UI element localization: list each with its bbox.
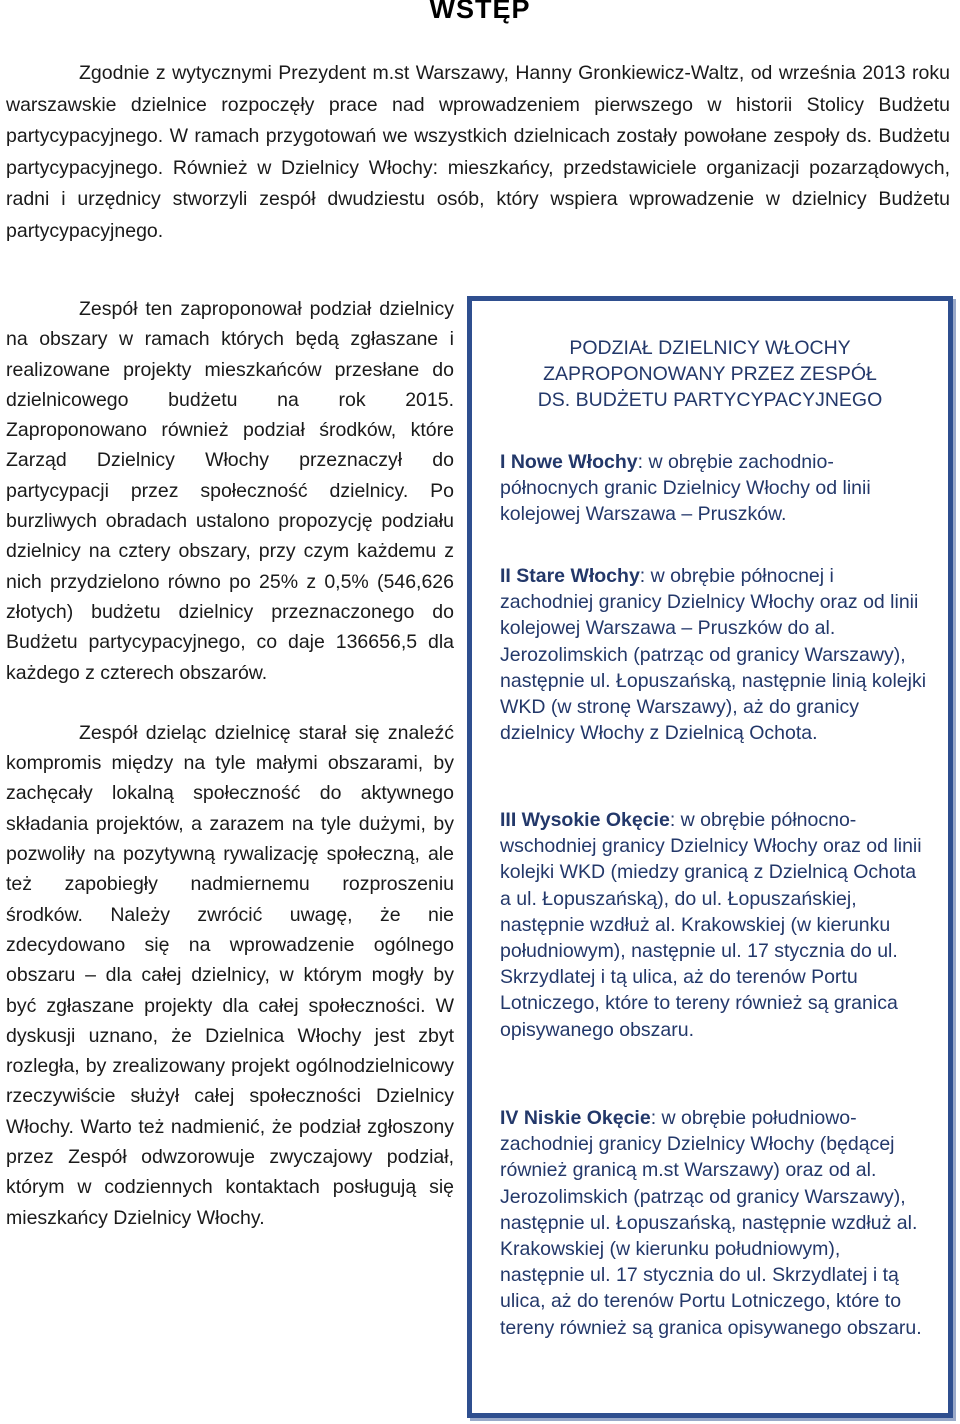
area-name: III Wysokie Okęcie — [500, 809, 670, 831]
area-description: : w obrębie zachodnio-północnych granic Dzielnicy Włochy od linii kolejowej Warszawa – Pruszków. — [500, 451, 871, 526]
box-title-line: PODZIAŁ DZIELNICY WŁOCHY — [569, 337, 851, 359]
area-section-niskie-okecie — [500, 1105, 930, 1341]
area-description: : w obrębie północno-wschodniej granicy Dzielnicy Włochy oraz od linii kolejki WKD (miedzy granicą z Dzielnicą Ochota a ul. Łopuszańską), do ul. Łopuszańskiej, następnie wzdłuż al. Krakowskiej (w kierunku południowym), następnie ul. 17 stycznia do ul. Skrzydlatej i tą ulica, aż do terenów Portu Lotniczego, które to tereny również są granica opisywanego obszaru. — [500, 809, 922, 1041]
area-name: IV Niskie Okęcie — [500, 1107, 651, 1129]
box-title-line: ZAPROPONOWANY PRZEZ ZESPÓŁ — [543, 363, 877, 385]
intro-paragraph: Zgodnie z wytycznymi Prezydent m.st Warszawy, Hanny Gronkiewicz-Waltz, od września 2013 roku warszawskie dzielnice rozpoczęły prace nad wprowadzeniem pierwszego w historii Stolicy Budżetu partycypacyjnego. W ramach przygotowań we wszystkich dzielnicach zostały powołane zespoły ds. Budżetu partycypacyjnego. Również w Dzielnicy Włochy: mieszkańcy, przedstawiciele organizacji pozarządowych, radni i urzędnicy stworzyli zespół dwudziestu osób, który wspiera wprowadzenie w dzielnicy Budżetu partycypacyjnego. — [6, 62, 950, 242]
box-title-line: DS. BUDŻETU PARTYCYPACYJNEGO — [537, 389, 883, 411]
area-section-stare-wlochy — [500, 563, 930, 746]
body-paragraph: Zespół ten zaproponował podział dzielnicy na obszary w ramach których będą zgłaszane i realizowane projekty mieszkańców przesłane do dzielnicowego budżetu na rok 2015. Zaproponowano również podział środków, które Zarząd Dzielnicy Włochy przeznaczył do partycypacji przez społeczność dzielnicy. Po burzliwych obradach ustalono propozycję podziału dzielnicy na cztery obszary, przy czym każdemu z nich przydzielono równo po 25% z 0,5% (546,626 złotych) budżetu dzielnicy przeznaczonego do Budżetu partycypacyjnego, co daje 136656,5 dla każdego z czterech obszarów. — [6, 298, 454, 684]
left-column — [6, 294, 454, 1233]
area-description: : w obrębie północnej i zachodniej granicy Dzielnicy Włochy oraz od linii kolejowej Warszawa – Pruszków do al. Jerozolimskich (patrząc od granicy Warszawy), następnie ul. Łopuszańską, następnie linią kolejki WKD (w stronę Warszawy), aż do granicy dzielnicy Włochy z Dzielnicą Ochota. — [500, 565, 927, 745]
area-section-nowe-wlochy — [500, 449, 930, 528]
district-division-box — [467, 296, 953, 1418]
page-title: WSTĘP — [429, 0, 531, 24]
area-name: I Nowe Włochy — [500, 451, 638, 473]
area-name: II Stare Włochy — [500, 565, 640, 587]
area-description: : w obrębie południowo-zachodniej granicy Dzielnicy Włochy (będącej również granicą m.st Warszawy) oraz od al. Jerozolimskich (patrząc od granicy Warszawy), następnie ul. Łopuszańską, następnie wzdłuż al. Krakowskiej (w kierunku południowym), następnie ul. 17 stycznia do ul. Skrzydlatej i tą ulica, aż do terenów Portu Lotniczego, które to tereny również są granica opisywanego obszaru. — [500, 1107, 922, 1339]
box-title — [472, 335, 948, 413]
body-paragraph: Zespół dzieląc dzielnicę starał się znaleźć kompromis między na tyle małymi obszarami, by zachęcały lokalną społeczność do aktywnego składania projektów, a zarazem na tyle dużymi, by pozwoliły na pozytywną rywalizację społeczną, ale też zapobiegły nadmiernemu rozproszeniu środków. Należy zwrócić uwagę, że nie zdecydowano się na wprowadzenie ogólnego obszaru – dla całej dzielnicy, w którym mogły by być zgłaszane projekty dla całej społeczności. W dyskusji uznano, że Dzielnica Włochy jest zbyt rozległa, by zrealizowany projekt ogólnodzielnicowy rzeczywiście służył całej społeczności Dzielnicy Włochy. Warto też nadmienić, że podział zgłoszony przez Zespół odwzorowuje zwyczajowy podział, którym w codziennych kontaktach posługują się mieszkańcy Dzielnicy Włochy. — [6, 721, 454, 1229]
area-section-wysokie-okecie — [500, 807, 930, 1043]
